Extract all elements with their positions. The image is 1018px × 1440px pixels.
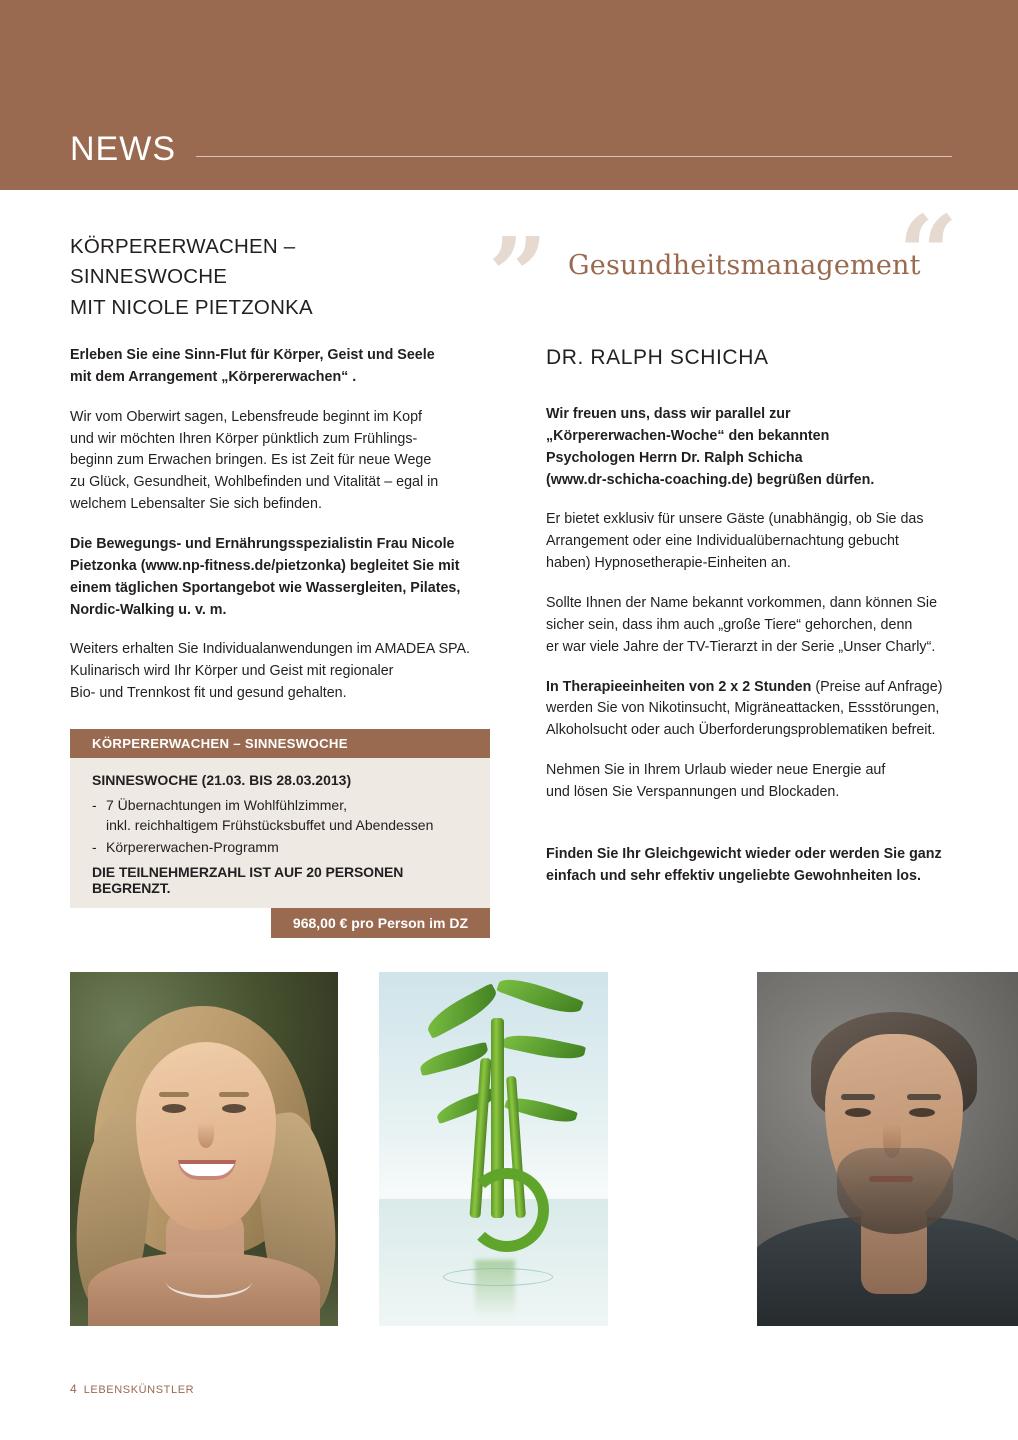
r-p6-line-1: Finden Sie Ihr Gleichgewicht wieder oder werden Sie ganz <box>546 845 942 862</box>
p3-line-2: Kulinarisch wird Ihr Körper und Geist mit regionaler <box>70 663 394 680</box>
photo1-nose <box>198 1122 214 1148</box>
r-p1-line-2: „Körpererwachen-Woche“ den bekannten <box>546 427 830 444</box>
offer-price-row <box>70 908 490 938</box>
quote-open-icon: ” <box>488 214 548 337</box>
heading-line-2: SINNESWOCHE <box>70 265 228 289</box>
offer-price-tag: 968,00 € pro Person im DZ <box>271 908 490 938</box>
photo3-brow-right <box>907 1094 941 1100</box>
photo3-eye-right <box>909 1108 935 1117</box>
p2-line-3: einem täglichen Sportangebot wie Wassergleiten, Pilates, <box>70 579 461 596</box>
photo1-eye-left <box>162 1104 186 1113</box>
right-paragraph-5 <box>546 760 952 804</box>
right-paragraph-2 <box>546 509 952 575</box>
r-p2-line-2: Arrangement oder eine Individualübernachtung gebucht <box>546 533 899 550</box>
page-number: 4 <box>70 1382 77 1396</box>
page-title: NEWS <box>70 130 176 168</box>
page-header-band <box>0 0 1018 190</box>
photo3-eye-left <box>845 1108 871 1117</box>
list-dash: - <box>92 797 97 814</box>
offer-item-2-line-1: Körpererwachen-Programm <box>106 838 279 855</box>
p1-line-5: welchem Lebensalter Sie sich befinden. <box>70 496 322 513</box>
therapy-hours-bold: In Therapieeinheiten von 2 x 2 Stunden <box>546 678 812 695</box>
intro-line-1: Erleben Sie eine Sinn-Flut für Körper, Geist und Seele <box>70 346 435 363</box>
r-p1-line-3: Psychologen Herrn Dr. Ralph Schicha <box>546 449 803 466</box>
p3-line-3: Bio- und Trennkost fit und gesund gehalten. <box>70 685 347 702</box>
offer-box-body <box>70 758 490 908</box>
photo1-eye-right <box>222 1104 246 1113</box>
r-p3-line-2: sicher sein, dass ihm auch „große Tiere“ gehorchen, denn <box>546 616 913 633</box>
heading-line-3: MIT NICOLE PIETZONKA <box>70 295 313 319</box>
offer-list-item <box>92 837 470 857</box>
photo3-beard <box>837 1148 953 1234</box>
offer-limit-note: DIE TEILNEHMERZAHL IST AUF 20 PERSONEN BEGRENZT. <box>92 864 404 897</box>
r-p5-line-1: Nehmen Sie in Ihrem Urlaub wieder neue Energie auf <box>546 762 886 779</box>
r-p3-line-1: Sollte Ihnen der Name bekannt vorkommen, dann können Sie <box>546 595 938 612</box>
r-p1-line-4: (www.dr-schicha-coaching.de) begrüßen dürfen. <box>546 471 875 488</box>
r-p3-line-3: er war viele Jahre der TV-Tierarzt in der Serie „Unser Charly“. <box>546 638 936 655</box>
right-paragraph-4 <box>546 677 952 743</box>
doctor-name-heading: DR. RALPH SCHICHA <box>546 346 769 369</box>
right-paragraph-6 <box>546 844 952 888</box>
offer-item-list <box>92 795 470 857</box>
quote-banner <box>488 192 958 337</box>
offer-box <box>70 729 490 938</box>
p1-line-3: beginn zum Erwachen bringen. Es ist Zeit für neue Wege <box>70 452 432 469</box>
photo1-brow-right <box>219 1092 249 1097</box>
page-footer <box>70 1382 194 1396</box>
list-dash: - <box>92 838 97 855</box>
p3-line-1: Weiters erhalten Sie Individualanwendungen im AMADEA SPA. <box>70 641 471 658</box>
left-section-heading <box>70 232 490 323</box>
p2-line-4: Nordic-Walking u. v. m. <box>70 601 227 618</box>
offer-item-1-line-1: 7 Übernachtungen im Wohlfühlzimmer, <box>106 797 347 814</box>
offer-title: SINNESWOCHE (21.03. BIS 28.03.2013) <box>92 772 352 789</box>
left-paragraph-1 <box>70 407 490 516</box>
r-p2-line-3: haben) Hypnosetherapie-Einheiten an. <box>546 555 791 572</box>
photo-ralph-schicha <box>757 972 1018 1326</box>
left-intro-paragraph <box>70 345 490 389</box>
heading-line-1: KÖRPERERWACHEN – <box>70 235 296 258</box>
photo-bamboo <box>379 972 608 1326</box>
p1-line-2: und wir möchten Ihren Körper pünktlich zum Frühlings- <box>70 430 418 447</box>
p2-line-1: Die Bewegungs- und Ernährungsspezialistin Frau Nicole <box>70 536 455 552</box>
photo2-spiral-stem <box>465 1168 549 1252</box>
photo-nicole-pietzonka <box>70 972 338 1326</box>
photo1-necklace <box>166 1265 252 1298</box>
right-paragraph-3 <box>546 593 952 659</box>
photo3-brow-left <box>841 1094 875 1100</box>
r-p1-line-1: Wir freuen uns, dass wir parallel zur <box>546 406 791 422</box>
right-paragraph-1 <box>546 404 952 491</box>
photo-row <box>70 972 952 1326</box>
p2-line-2: Pietzonka (www.np-fitness.de/pietzonka) begleitet Sie mit <box>70 557 460 574</box>
r-p4-line-2: werden Sie von Nikotinsucht, Migräneattacken, Essstörungen, <box>546 700 940 717</box>
photo1-brow-left <box>159 1092 189 1097</box>
intro-line-2: mit dem Arrangement „Körpererwachen“ . <box>70 368 357 385</box>
header-divider <box>196 156 952 157</box>
r-p4-line-3: Alkoholsucht oder auch Überforderungsproblematiken befreit. <box>546 722 936 739</box>
photo3-mouth <box>869 1176 913 1182</box>
r-p6-line-2: einfach und sehr effektiv ungeliebte Gewohnheiten los. <box>546 867 921 884</box>
p1-line-4: zu Glück, Gesundheit, Wohlbefinden und Vitalität – egal in <box>70 474 439 491</box>
offer-item-1-line-2: inkl. reichhaltigem Frühstücksbuffet und Abendessen <box>106 817 434 834</box>
quote-close-icon: “ <box>898 192 958 315</box>
p1-line-1: Wir vom Oberwirt sagen, Lebensfreude beginnt im Kopf <box>70 408 423 425</box>
offer-box-header: KÖRPERERWACHEN – SINNESWOCHE <box>70 729 490 758</box>
offer-list-item <box>92 795 470 836</box>
left-paragraph-2 <box>70 534 490 621</box>
photo2-ripple <box>443 1268 553 1286</box>
r-p2-line-1: Er bietet exklusiv für unsere Gäste (unabhängig, ob Sie das <box>546 511 924 528</box>
r-p5-line-2: und lösen Sie Verspannungen und Blockaden. <box>546 784 840 801</box>
left-paragraph-3 <box>70 639 490 705</box>
left-column <box>70 232 490 938</box>
magazine-brand: LEBENSKÜNSTLER <box>83 1384 195 1396</box>
right-column <box>488 192 958 906</box>
r-p4-line-1: (Preise auf Anfrage) <box>811 678 943 695</box>
quote-banner-text: Gesundheitsmanagement <box>568 250 921 281</box>
